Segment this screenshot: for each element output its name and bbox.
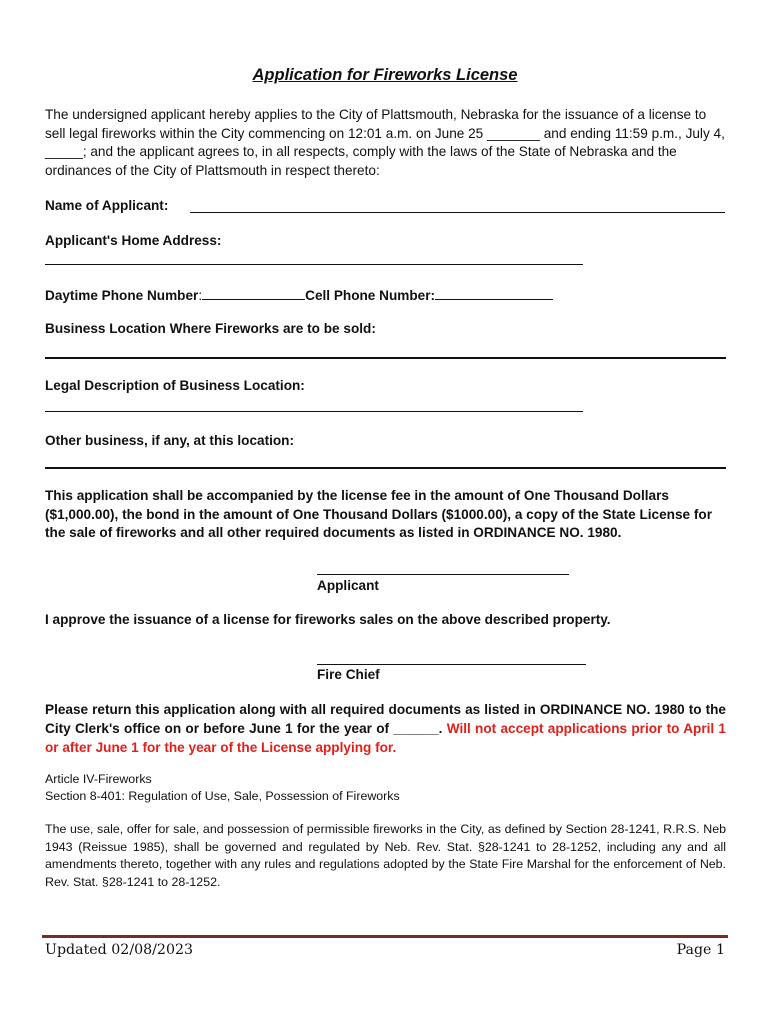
- return-notice-text: Please return this application along with all required documents as listed in ORDINANCE NO. 1980 to the City Clerk's office on or before June 1 for the year of ______.: [45, 702, 726, 736]
- section-heading: Section 8-401: Regulation of Use, Sale, Possession of Fireworks: [45, 789, 400, 803]
- phone-row: [45, 286, 553, 303]
- page-title: Application for Fireworks License: [252, 66, 518, 84]
- footer-divider: [42, 935, 728, 938]
- article-heading: Article IV-Fireworks: [45, 772, 152, 786]
- legal-description-field[interactable]: [45, 411, 583, 412]
- approval-statement: I approve the issuance of a license for fireworks sales on the above described property.: [45, 612, 611, 627]
- ending-year-blank[interactable]: _____: [45, 144, 83, 159]
- fire-chief-signature-label: Fire Chief: [317, 667, 380, 682]
- return-notice: [45, 700, 726, 757]
- home-address-label: Applicant's Home Address:: [45, 233, 222, 248]
- home-address-field[interactable]: [45, 264, 583, 265]
- other-business-field[interactable]: [45, 467, 726, 469]
- intro-text-2: and ending 11:59 p.m., July 4,: [543, 125, 725, 141]
- updated-date: Updated 02/08/2023: [45, 942, 194, 958]
- cell-phone-field[interactable]: [435, 286, 553, 300]
- applicant-signature-label: Applicant: [317, 578, 379, 593]
- name-of-applicant-field[interactable]: [190, 212, 725, 213]
- other-business-label: Other business, if any, at this location:: [45, 433, 295, 448]
- commencing-year-blank[interactable]: _______: [487, 125, 540, 141]
- fire-chief-signature-line[interactable]: [317, 664, 586, 665]
- return-notice-warning: Will not accept applications prior to April 1 or after June 1 for the year of the License applying for.: [45, 721, 726, 755]
- daytime-phone-label: Daytime Phone Number: [45, 288, 199, 303]
- applicant-signature-line[interactable]: [317, 574, 569, 575]
- page-number: Page 1: [676, 942, 725, 958]
- business-location-field[interactable]: [45, 357, 726, 359]
- intro-text-3: ; and the applicant agrees to, in all respects, comply with the laws of the State of Nebraska and the ordinances of the City of Plattsmouth in respect thereto:: [45, 144, 677, 178]
- legal-description-label: Legal Description of Business Location:: [45, 378, 305, 393]
- section-text: The use, sale, offer for sale, and possession of permissible fireworks in the City, as defined by Section 28-1241, R.R.S. Neb 1943 (Reissue 1985), shall be governed and regulated by Neb. Rev. Stat. §28-1241 to 28-1252, including any and all amendments thereto, together with any rules and regulations adopted by the State Fire Marshal for the enforcement of Neb. Rev. Stat. §28-1241 to 28-1252.: [45, 822, 726, 889]
- cell-phone-label: Cell Phone Number:: [305, 288, 436, 303]
- intro-text-1: The undersigned applicant hereby applies to the City of Plattsmouth, Nebraska for the issuance of a license to sell legal fireworks within the City commencing on 12:01 a.m. on June 25: [45, 107, 707, 141]
- daytime-phone-field[interactable]: [202, 286, 305, 300]
- business-location-label: Business Location Where Fireworks are to be sold:: [45, 321, 376, 336]
- intro-paragraph: [45, 106, 725, 180]
- daytime-phone-colon: :: [198, 288, 203, 303]
- name-of-applicant-label: Name of Applicant:: [45, 198, 169, 213]
- requirement-paragraph: This application shall be accompanied by the license fee in the amount of One Thousand Dollars ($1,000.00), the bond in the amount of One Thousand Dollars ($1000.00), a copy of the State License for the sale of fireworks and all other required documents as listed in ORDINANCE NO. 1980.: [45, 488, 712, 540]
